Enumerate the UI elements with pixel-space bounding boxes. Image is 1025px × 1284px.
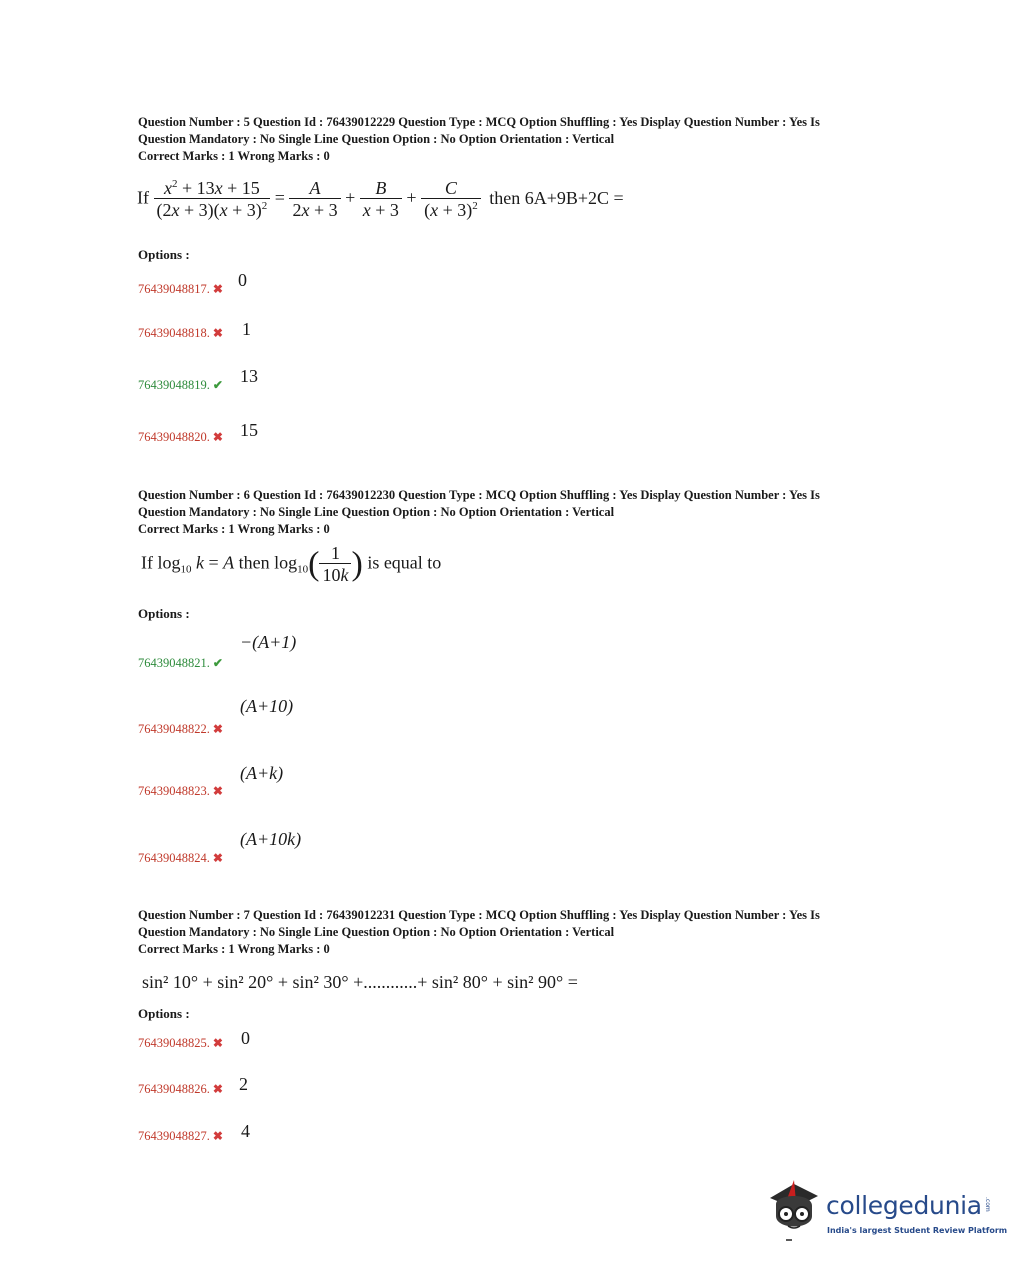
options-label: Options : xyxy=(138,247,190,262)
question-7-meta xyxy=(138,907,898,958)
option-id: 76439048819. xyxy=(138,378,210,392)
fraction-c: $\frac{C}{(x + 3)^2}$ xyxy=(421,178,481,221)
option-id: 76439048821. xyxy=(138,656,210,670)
option-id: 76439048825. xyxy=(138,1036,210,1050)
question-meta-line: Question Number : 5 Question Id : 76439012229 Question Type : MCQ Option Shuffling : Yes Display Question Number : Yes Is xyxy=(138,115,820,129)
fraction-b: $\frac{B}{x + 3}$ xyxy=(360,178,402,221)
option-row[interactable] xyxy=(138,1034,223,1052)
option-value: 4 xyxy=(241,1121,250,1141)
question-meta-line: Question Number : 7 Question Id : 76439012231 Question Type : MCQ Option Shuffling : Yes Display Question Number : Yes Is xyxy=(138,908,820,922)
question-5-stem: If $\frac{x^2 + 13x + 15}{(2x + 3)(x + 3)^2}$ = $\frac{A}{2x + 3}$ + $\frac{B}{x + 3}$ + $\frac{C}{(x + 3)^2}$ then 6A+9B+2C = xyxy=(137,178,624,220)
logo-name: collegedunia xyxy=(826,1191,982,1220)
option-row[interactable] xyxy=(138,782,223,800)
option-id: 76439048818. xyxy=(138,326,210,340)
cross-icon: ✖ xyxy=(212,851,223,865)
cross-icon: ✖ xyxy=(212,326,223,340)
logo-tagline: India's largest Student Review Platform xyxy=(827,1226,1008,1235)
option-value: 15 xyxy=(240,420,258,440)
question-meta-line: Question Number : 6 Question Id : 76439012230 Question Type : MCQ Option Shuffling : Yes Display Question Number : Yes Is xyxy=(138,488,820,502)
option-value: 1 xyxy=(242,319,251,339)
question-5-meta xyxy=(138,114,898,165)
fraction-a: $\frac{A}{2x + 3}$ xyxy=(289,178,340,221)
question-marks: Correct Marks : 1 Wrong Marks : 0 xyxy=(138,149,330,163)
logo-suffix: .com xyxy=(984,1197,991,1212)
option-id: 76439048822. xyxy=(138,722,210,736)
option-value: (A+10k) xyxy=(240,829,302,849)
option-row[interactable] xyxy=(138,428,223,446)
question-marks: Correct Marks : 1 Wrong Marks : 0 xyxy=(138,942,330,956)
option-id: 76439048817. xyxy=(138,282,210,296)
option-row[interactable] xyxy=(138,280,223,298)
options-label: Options : xyxy=(138,1006,190,1021)
option-value: 2 xyxy=(239,1074,248,1094)
question-if-text: If xyxy=(137,187,149,208)
option-id: 76439048827. xyxy=(138,1129,210,1143)
option-value: 0 xyxy=(238,270,247,290)
check-icon: ✔ xyxy=(212,656,223,670)
question-then-text: then 6A+9B+2C = xyxy=(489,187,624,208)
cross-icon: ✖ xyxy=(212,784,223,798)
cross-icon: ✖ xyxy=(212,1036,223,1050)
cross-icon: ✖ xyxy=(212,722,223,736)
option-id: 76439048824. xyxy=(138,851,210,865)
option-id: 76439048823. xyxy=(138,784,210,798)
option-row[interactable] xyxy=(138,1127,223,1145)
option-id: 76439048820. xyxy=(138,430,210,444)
question-7-stem: sin² 10° + sin² 20° + sin² 30° +............+ sin² 80° + sin² 90° = xyxy=(142,972,578,992)
option-id: 76439048826. xyxy=(138,1082,210,1096)
option-row[interactable] xyxy=(138,376,223,394)
collegedunia-mascot-icon xyxy=(766,1178,822,1242)
fraction-main: $\frac{x^2 + 13x + 15}{(2x + 3)(x + 3)^2}$ xyxy=(154,178,271,221)
cross-icon: ✖ xyxy=(212,1082,223,1096)
question-if-text: If log xyxy=(141,552,181,573)
option-value: (A+k) xyxy=(240,763,284,783)
question-is-equal-text: is equal to xyxy=(367,552,442,573)
question-meta-line: Question Mandatory : No Single Line Question Option : No Option Orientation : Vertical xyxy=(138,504,615,519)
option-row[interactable] xyxy=(138,654,223,672)
cross-icon: ✖ xyxy=(212,430,223,444)
fraction-one-over-10k: $\frac{1}{10k}$ xyxy=(319,543,351,586)
options-label: Options : xyxy=(138,606,190,621)
option-value: 13 xyxy=(240,366,258,386)
question-meta-line: Question Mandatory : No Single Line Question Option : No Option Orientation : Vertical xyxy=(138,131,615,146)
cross-icon: ✖ xyxy=(212,282,223,296)
option-row[interactable] xyxy=(138,324,223,342)
question-6-stem: If $\log_{10} k = A$ then $\log_{10}$( $\frac{1}{10k}$ ) is equal to xyxy=(141,543,442,585)
check-icon: ✔ xyxy=(212,378,223,392)
cross-icon: ✖ xyxy=(212,1129,223,1143)
question-6-meta xyxy=(138,487,898,538)
question-meta-line: Question Mandatory : No Single Line Question Option : No Option Orientation : Vertical xyxy=(138,924,615,939)
option-value: (A+10) xyxy=(240,696,294,716)
option-row[interactable] xyxy=(138,1080,223,1098)
option-value: −(A+1) xyxy=(240,632,297,652)
question-marks: Correct Marks : 1 Wrong Marks : 0 xyxy=(138,522,330,536)
option-row[interactable] xyxy=(138,720,223,738)
option-row[interactable] xyxy=(138,849,223,867)
option-value: 0 xyxy=(241,1028,250,1048)
